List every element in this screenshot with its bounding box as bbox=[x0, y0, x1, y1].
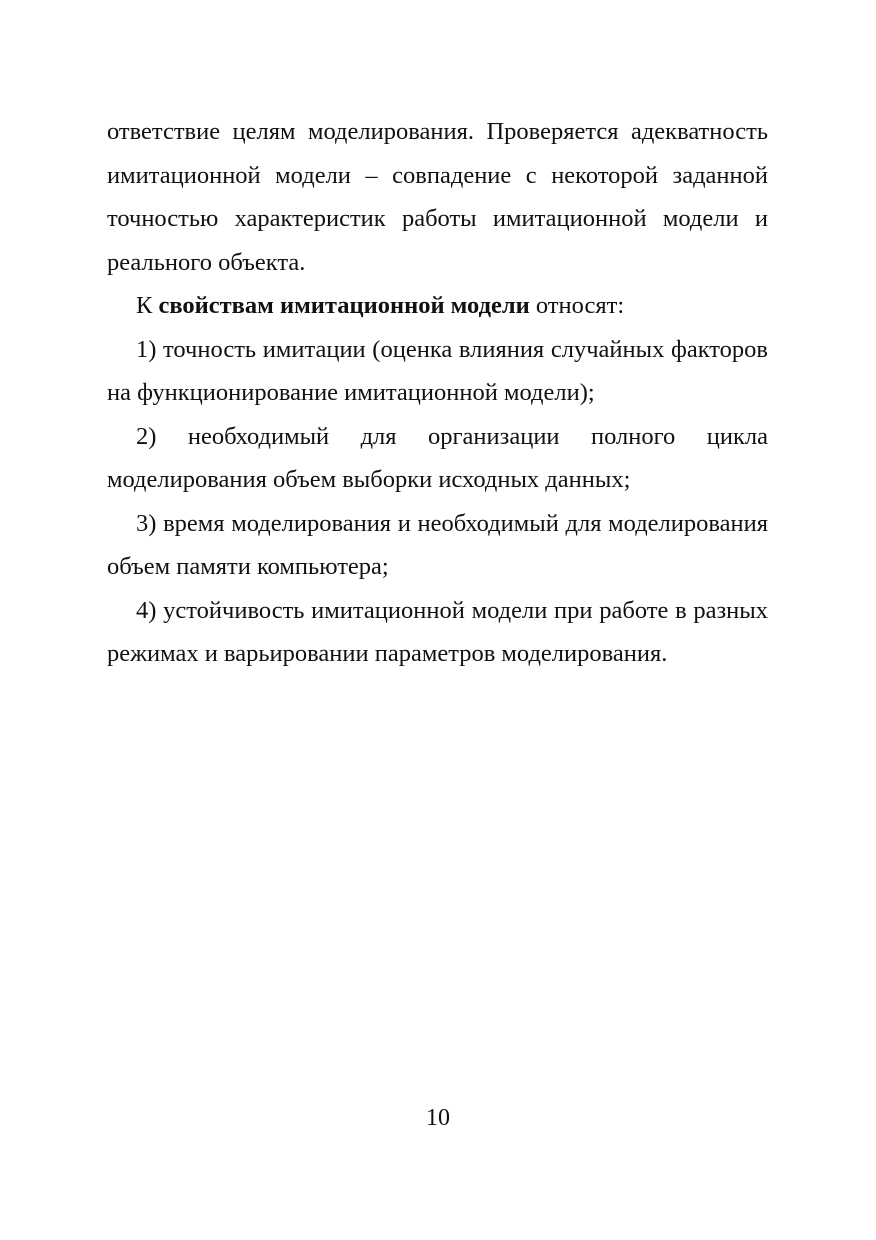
page-body bbox=[107, 110, 768, 676]
bold-term-model-properties: свойствам имитационной модели bbox=[158, 292, 530, 319]
intro-prefix: К bbox=[136, 292, 159, 319]
list-item-1: 1) точность имитации (оценка влияния случайных факторов на функционирование имитационной модели); bbox=[107, 335, 768, 406]
list-item-2: 2) необходимый для организации полного цикла моделирования объем выборки исходных данных; bbox=[107, 422, 768, 493]
page-number: 10 bbox=[426, 1105, 450, 1131]
intro-suffix: относят: bbox=[529, 292, 625, 319]
list-item-4: 4) устойчивость имитационной модели при работе в разных режимах и варьировании параметров моделирования. bbox=[107, 596, 768, 667]
paragraph-adequacy: ответствие целям моделирования. Проверяется адекватность имитационной модели – совпадение с некоторой заданной точностью характеристик работы имитационной модели и реального объекта. bbox=[107, 118, 768, 276]
paragraph-properties-intro bbox=[107, 284, 768, 328]
list-item-3: 3) время моделирования и необходимый для моделирования объем памяти компьютера; bbox=[107, 509, 768, 580]
